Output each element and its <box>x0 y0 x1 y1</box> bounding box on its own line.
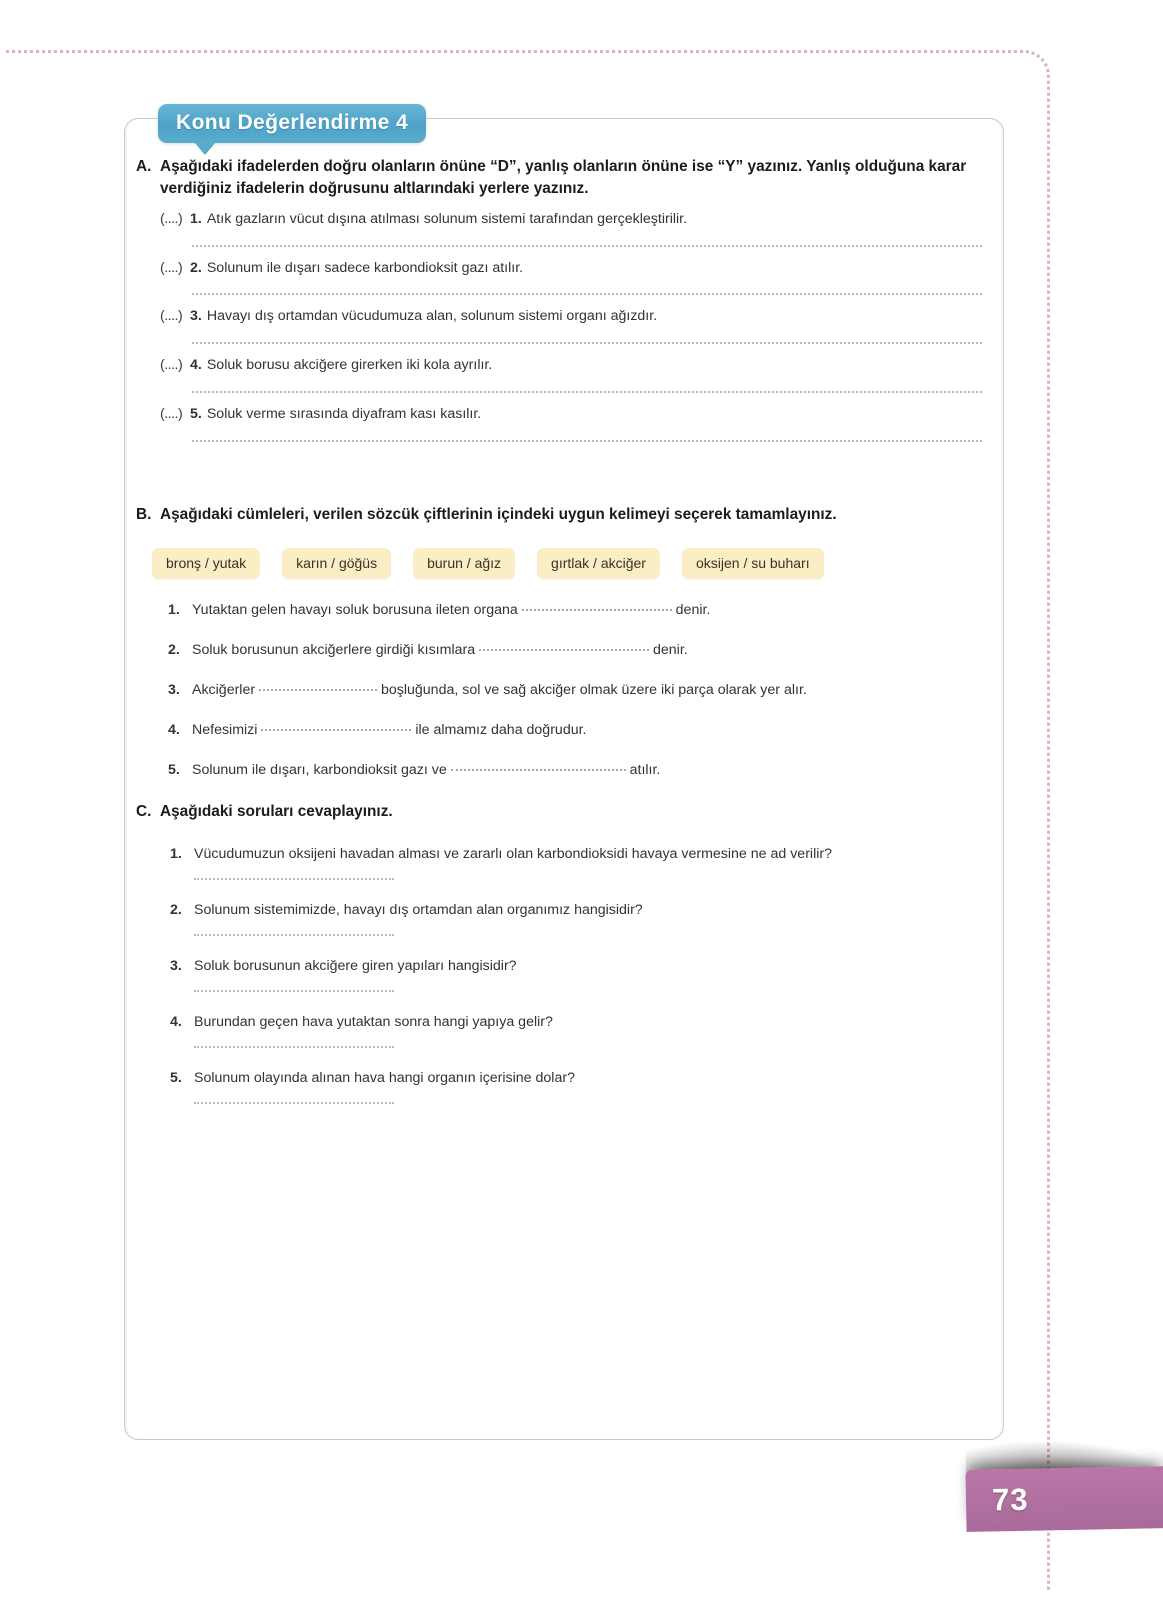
section-b-instruction: Aşağıdaki cümleleri, verilen sözcük çiftlerinin içindeki uygun kelimeyi seçerek tamamlayınız. <box>160 506 837 524</box>
sentence-before-blank: Solunum ile dışarı, karbondioksit gazı ve <box>192 761 447 778</box>
question-text: Solunum sistemimizde, havayı dış ortamdan alan organımız hangisidir? <box>194 902 643 919</box>
sentence-after-blank: boşluğunda, sol ve sağ akciğer olmak üzere iki parça olarak yer alır. <box>380 682 807 699</box>
true-false-item[interactable] <box>160 307 982 327</box>
word-pair-chip[interactable]: karın / göğüs <box>282 548 391 579</box>
true-false-item[interactable] <box>160 356 982 376</box>
section-title-badge <box>158 104 426 143</box>
section-b-letter: B. <box>136 506 152 524</box>
sentence-after-blank: denir. <box>675 602 711 619</box>
fill-in-blank-item <box>168 721 982 741</box>
write-answer-line[interactable] <box>194 878 394 880</box>
write-answer-line[interactable] <box>192 440 982 442</box>
section-c-heading <box>136 801 982 823</box>
sentence-after-blank: atılır. <box>629 761 661 778</box>
fill-in-blank-list <box>168 601 982 780</box>
item-body <box>192 761 982 781</box>
item-number: 4. <box>168 721 180 738</box>
sentence-before-blank: Akciğerler <box>192 682 256 699</box>
answer-parenthesis[interactable]: (....) <box>160 259 183 276</box>
page-number-ribbon <box>965 1466 1163 1532</box>
write-answer-line[interactable] <box>192 293 982 295</box>
item-body <box>192 641 982 661</box>
question-text: Vücudumuzun oksijeni havadan alması ve zararlı olan karbondioksidi havaya vermesine ne ad verilir? <box>194 846 832 863</box>
item-number: 5. <box>168 761 180 778</box>
badge-pointer-icon <box>194 142 216 155</box>
item-text: Havayı dış ortamdan vücudumuza alan, solunum sistemi organı ağızdır. <box>206 308 658 325</box>
write-answer-line[interactable] <box>194 990 394 992</box>
write-answer-line[interactable] <box>194 1046 394 1048</box>
item-text: Soluk borusu akciğere girerken iki kola ayrılır. <box>206 357 493 374</box>
word-pair-chip[interactable]: gırtlak / akciğer <box>537 548 660 579</box>
section-a-letter: A. <box>136 158 152 175</box>
item-body <box>192 721 982 741</box>
fill-in-blank-item <box>168 601 982 621</box>
section-title-label: Konu Değerlendirme 4 <box>158 104 426 143</box>
section-c-instruction: Aşağıdaki soruları cevaplayınız. <box>160 802 393 820</box>
section-b-heading <box>136 504 982 526</box>
write-answer-line[interactable] <box>194 1102 394 1104</box>
word-pair-chip[interactable]: burun / ağız <box>413 548 515 579</box>
true-false-list <box>136 210 982 442</box>
word-pair-chip[interactable]: bronş / yutak <box>152 548 260 579</box>
write-answer-line[interactable] <box>192 245 982 247</box>
item-number: 4. <box>190 357 202 374</box>
item-number: 4. <box>170 1014 182 1031</box>
item-number: 1. <box>170 846 182 863</box>
true-false-item[interactable] <box>160 259 982 279</box>
question-item <box>170 899 982 936</box>
write-answer-line[interactable] <box>194 934 394 936</box>
item-number: 1. <box>168 602 180 619</box>
blank-field[interactable] <box>261 729 411 731</box>
item-body <box>192 681 982 701</box>
question-item <box>170 843 982 880</box>
sentence-after-blank: denir. <box>653 642 688 659</box>
fill-in-blank-item <box>168 681 982 701</box>
true-false-item[interactable] <box>160 210 982 230</box>
question-list <box>170 843 982 1104</box>
answer-parenthesis[interactable]: (....) <box>160 210 183 227</box>
section-b <box>136 504 982 781</box>
word-pair-chip[interactable]: oksijen / su buharı <box>682 548 824 579</box>
fill-in-blank-item <box>168 761 982 781</box>
blank-field[interactable] <box>479 649 649 651</box>
section-c-letter: C. <box>136 802 152 820</box>
section-c <box>136 801 982 1104</box>
page-number: 73 <box>991 1481 1029 1518</box>
section-a <box>136 156 982 442</box>
item-number: 5. <box>190 406 202 423</box>
word-pair-chip-list <box>152 548 982 579</box>
question-text: Soluk borusunun akciğere giren yapıları hangisidir? <box>194 958 517 975</box>
sentence-before-blank: Yutaktan gelen havayı soluk borusuna ileten organa <box>192 602 518 619</box>
item-number: 1. <box>190 210 202 227</box>
question-text: Solunum olayında alınan hava hangi organın içerisine dolar? <box>194 1070 575 1087</box>
item-text: Atık gazların vücut dışına atılması solunum sistemi tarafından gerçekleştirilir. <box>206 210 688 227</box>
item-number: 2. <box>190 259 202 276</box>
section-a-instruction: Aşağıdaki ifadelerden doğru olanların önüne “D”, yanlış olanların önüne ise “Y” yazınız. Yanlış olduğuna karar verdiğiniz ifadelerin doğrusunu altlarındaki yerlere yazınız. <box>160 158 967 198</box>
question-text: Burundan geçen hava yutaktan sonra hangi yapıya gelir? <box>194 1014 553 1031</box>
question-item <box>170 955 982 992</box>
sentence-before-blank: Soluk borusunun akciğerlere girdiği kısımlara <box>192 642 476 659</box>
item-number: 5. <box>170 1070 182 1087</box>
sentence-after-blank: ile almamız daha doğrudur. <box>415 721 587 738</box>
true-false-item[interactable] <box>160 405 982 425</box>
worksheet-content <box>124 118 1004 1440</box>
write-answer-line[interactable] <box>192 342 982 344</box>
answer-parenthesis[interactable]: (....) <box>160 357 183 374</box>
question-item <box>170 1067 982 1104</box>
fill-in-blank-item <box>168 641 982 661</box>
item-text: Soluk verme sırasında diyafram kası kasılır. <box>206 406 482 423</box>
blank-field[interactable] <box>451 769 626 771</box>
item-number: 2. <box>170 902 182 919</box>
write-answer-line[interactable] <box>192 391 982 393</box>
item-number: 3. <box>168 682 180 699</box>
item-number: 2. <box>168 642 180 659</box>
answer-parenthesis[interactable]: (....) <box>160 406 183 423</box>
blank-field[interactable] <box>259 689 377 691</box>
section-a-heading <box>136 156 982 201</box>
blank-field[interactable] <box>522 609 672 611</box>
item-body <box>192 601 982 621</box>
item-number: 3. <box>170 958 182 975</box>
question-item <box>170 1011 982 1048</box>
answer-parenthesis[interactable]: (....) <box>160 308 183 325</box>
item-number: 3. <box>190 308 202 325</box>
sentence-before-blank: Nefesimizi <box>192 721 258 738</box>
item-text: Solunum ile dışarı sadece karbondioksit gazı atılır. <box>206 259 524 276</box>
